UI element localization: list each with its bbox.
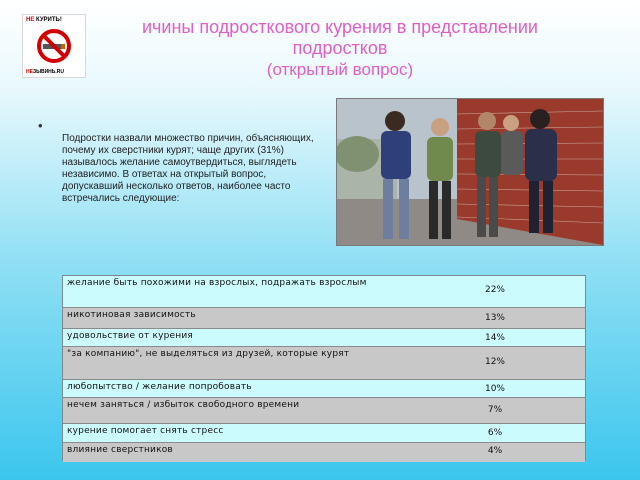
logo-top-text: НЕ КУРИТЬ! (26, 17, 62, 23)
reason-percent: 12% (484, 357, 505, 367)
reason-percent: 14% (484, 333, 505, 343)
reason-label: "за компанию", не выделяться из друзей, которые курят (67, 349, 350, 359)
teenagers-photo (336, 98, 604, 246)
reason-percent: 10% (484, 384, 505, 394)
photo-illustration (337, 99, 603, 245)
bullet: • (38, 118, 43, 133)
reason-label: никотиновая зависимость (67, 310, 196, 320)
reason-percent: 6% (487, 428, 503, 438)
reason-percent: 7% (487, 405, 503, 415)
title-line-3: (открытый вопрос) (266, 60, 414, 79)
table-row (63, 276, 585, 308)
title-line-2: подростков (292, 38, 388, 58)
reason-label: нечем заняться / избыток свободного времени (67, 400, 300, 410)
page-title (60, 17, 620, 80)
table-row (63, 443, 585, 462)
reason-percent: 13% (484, 313, 505, 323)
reason-label: желание быть похожими на взрослых, подражать взрослым (67, 278, 367, 288)
reason-label: удовольствие от курения (67, 331, 194, 341)
table-row (63, 398, 585, 424)
reason-label: любопытство / желание попробовать (67, 382, 252, 392)
table-row (63, 380, 585, 398)
table-row (63, 347, 585, 380)
reasons-table (62, 275, 586, 461)
reason-percent: 4% (487, 446, 503, 456)
title-line-1: ичины подросткового курения в представлении (142, 17, 538, 37)
table-row (63, 329, 585, 347)
reason-label: курение помогает снять стресс (67, 426, 224, 436)
reason-label: влияние сверстников (67, 445, 173, 455)
logo-bottom-text: НЕЗЫВИНЬ.RU (26, 69, 65, 75)
table-row (63, 424, 585, 443)
intro-paragraph: Подростки назвали множество причин, объясняющих, почему их сверстники курят; чаще других (31%) называлось желание самоутвердиться, выглядеть независимо. В ответах на открытый вопрос, допускавший несколько ответов, наиболее часто встречались следующие: (62, 133, 314, 204)
table-row (63, 308, 585, 329)
reason-percent: 22% (484, 285, 505, 295)
